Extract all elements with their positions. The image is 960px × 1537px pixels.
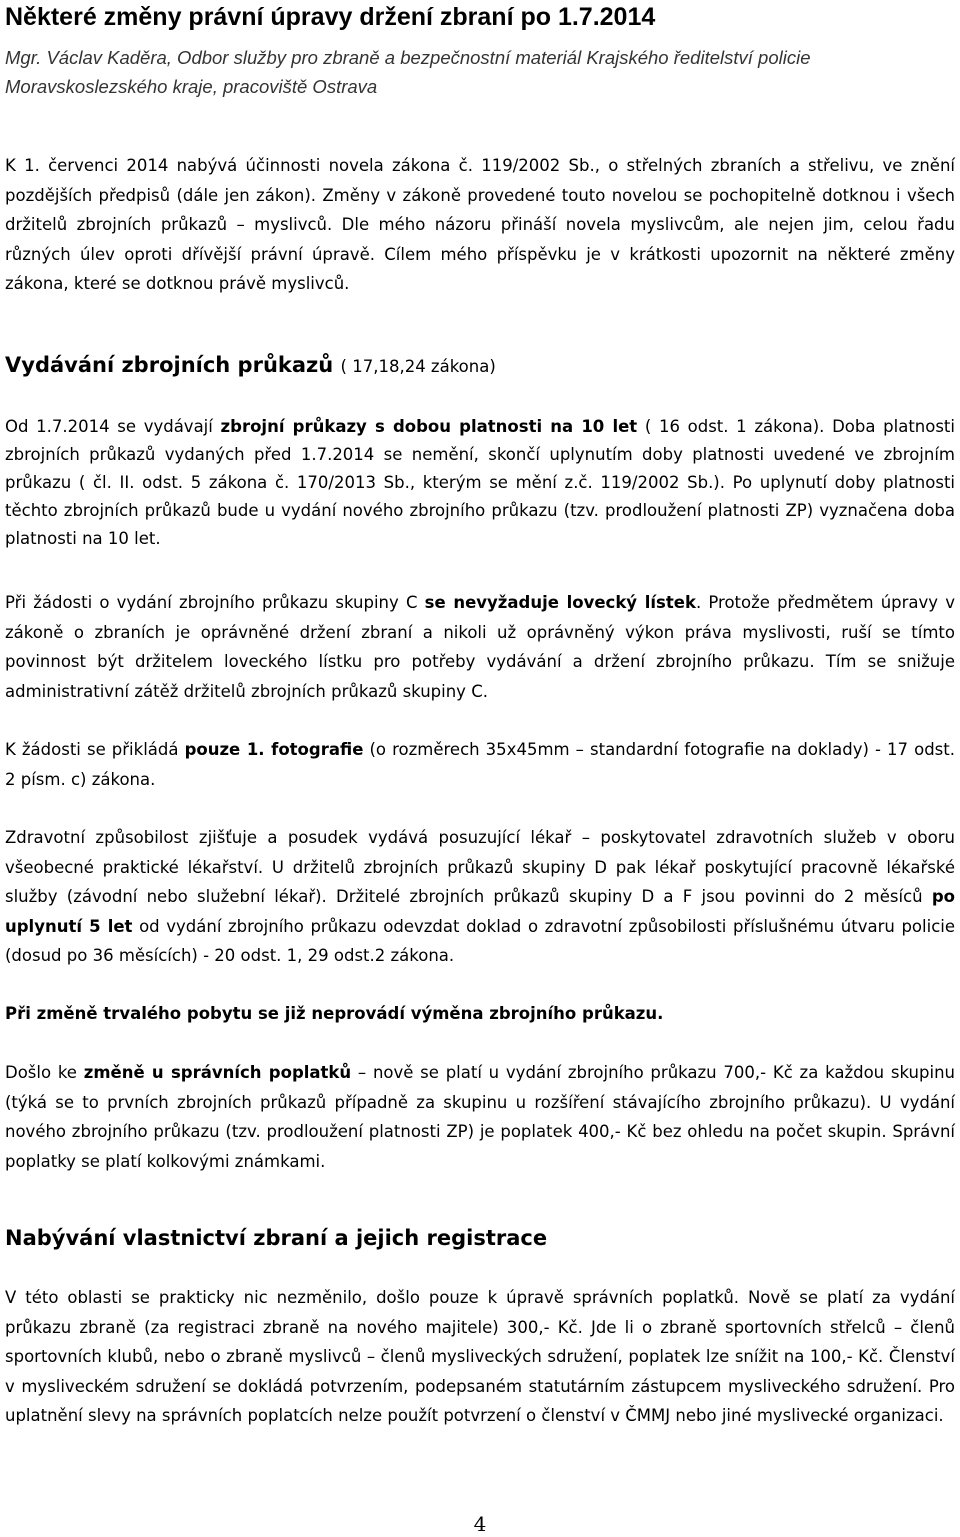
text-run: Od 1.7.2014 se vydávají bbox=[5, 417, 221, 436]
bold-run: po uplynutí 5 let bbox=[5, 887, 955, 936]
text-run: od vydání zbrojního průkazu odevzdat doklad o zdravotní způsobilosti příslušnému útvaru policie (dosud po 36 měsících) - 20 odst. 1, 29 odst.2 zákona. bbox=[5, 916, 955, 965]
bold-run: Při změně trvalého pobytu se již neprovádí výměna zbrojního průkazu. bbox=[5, 1004, 664, 1023]
section-heading-ownership-text: Nabývání vlastnictví zbraní a jejich registrace bbox=[5, 1226, 548, 1250]
bold-run: se nevyžaduje lovecký lístek bbox=[424, 593, 696, 612]
section-heading-ownership bbox=[5, 1223, 547, 1253]
paragraph-health bbox=[5, 823, 955, 971]
text-run: ( 16 odst. 1 zákona). Doba platnosti zbrojních průkazů vydaných před 1.7.2014 se nemění, skončí uplynutím doby platnosti uvedené ve zbrojním průkazu ( čl. II. odst. 5 zákona č. 170/2013 Sb., kterým se mění z.č. 119/2002 Sb.). Po uplynutí doby platnosti těchto zbrojních průkazů bude u vydání nového zbrojního průkazu (tzv. prodloužení platnosti ZP) vyznačena doba platnosti na 10 let. bbox=[5, 417, 955, 548]
intro-paragraph: K 1. červenci 2014 nabývá účinnosti novela zákona č. 119/2002 Sb., o střelných zbraních a střelivu, ve znění pozdějších předpisů (dále jen zákon). Změny v zákoně provedené touto novelou se pochopitelně dotknou i všech držitelů zbrojních průkazů – myslivců. Dle mého názoru přináší novela myslivcům, ale nejen jim, celou řadu různých úlev oproti dřívější právní úpravě. Cílem mého příspěvku je v krátkosti upozornit na některé změny zákona, které se dotknou právě myslivců. bbox=[5, 156, 955, 293]
text-run: (o rozměrech 35x45mm – standardní fotografie na doklady) - 17 odst. 2 písm. c) zákona. bbox=[5, 740, 955, 789]
paragraph-residence-change bbox=[5, 999, 955, 1029]
text-run: K žádosti se přikládá bbox=[5, 740, 185, 759]
text-run: Při žádosti o vydání zbrojního průkazu skupiny C bbox=[5, 593, 425, 612]
paragraph-ownership: V této oblasti se prakticky nic nezměnilo, došlo pouze k úpravě správních poplatků. Nově se platí za vydání průkazu zbraně (za registraci zbraně na nového majitele) 300,- Kč. Jde li o zbraně sportovních střelců – členů sportovních klubů, nebo o zbraně myslivců – členů mysliveckých sdružení, poplatek lze snížit na 100,- Kč. Členství v mysliveckém sdružení se dokládá potvrzením, podepsaném statutárním zástupcem mysliveckého sdružení. Pro uplatnění slevy na správních poplatcích nelze použít potvrzení o členství v ČMMJ nebo jiné myslivecké organizaci. bbox=[5, 1288, 955, 1425]
paragraph-hunting-license bbox=[5, 588, 955, 706]
page-number: 4 bbox=[473, 1512, 487, 1536]
paragraph-license-validity bbox=[5, 413, 955, 553]
section-heading-licenses-text: Vydávání zbrojních průkazů bbox=[5, 353, 334, 377]
section-heading-licenses-ref: ( 17,18,24 zákona) bbox=[340, 357, 496, 376]
text-run: Zdravotní způsobilost zjišťuje a posudek vydává posuzující lékař – poskytovatel zdravotních služeb v oboru všeobecné praktické lékařství. U držitelů zbrojních průkazů skupiny D pak lékař poskytující pracovně lékařské služby (závodní nebo služební lékař). Držitelé zbrojních průkazů skupiny D a F jsou povinni do 2 měsíců bbox=[5, 828, 955, 906]
bold-run: pouze 1. fotografie bbox=[184, 740, 364, 759]
paragraph-fees bbox=[5, 1058, 955, 1176]
paragraph-photo bbox=[5, 735, 955, 794]
text-run: Došlo ke bbox=[5, 1063, 84, 1082]
author-line: Mgr. Václav Kaděra, Odbor služby pro zbraně a bezpečnostní materiál Krajského ředitelství policie Moravskoslezského kraje, pracoviště Ostrava bbox=[5, 47, 811, 97]
text-run: – nově se platí u vydání zbrojního průkazu 700,- Kč za každou skupinu (týká se to prvních zbrojních průkazů případně za skupinu u rozšíření stávajícího zbrojního průkazu). U vydání nového zbrojního průkazu (tzv. prodloužení platnosti ZP) je poplatek 400,- Kč bez ohledu na počet skupin. Správní poplatky se platí kolkovými známkami. bbox=[5, 1063, 955, 1171]
section-heading-licenses bbox=[5, 350, 496, 382]
bold-run: změně u správních poplatků bbox=[83, 1063, 352, 1082]
text-run: . Protože předmětem úpravy v zákoně o zbraních je oprávněné držení zbraní a nikoli už oprávněný výkon práva myslivosti, ruší se tímto povinnost být držitelem loveckého lístku pro potřeby vydávání a držení zbrojního průkazu. Tím se snižuje administrativní zátěž držitelů zbrojních průkazů skupiny C. bbox=[5, 593, 956, 701]
page-title: Některé změny právní úpravy držení zbraní po 1.7.2014 bbox=[5, 3, 656, 31]
bold-run: zbrojní průkazy s dobou platnosti na 10 let bbox=[220, 417, 638, 436]
